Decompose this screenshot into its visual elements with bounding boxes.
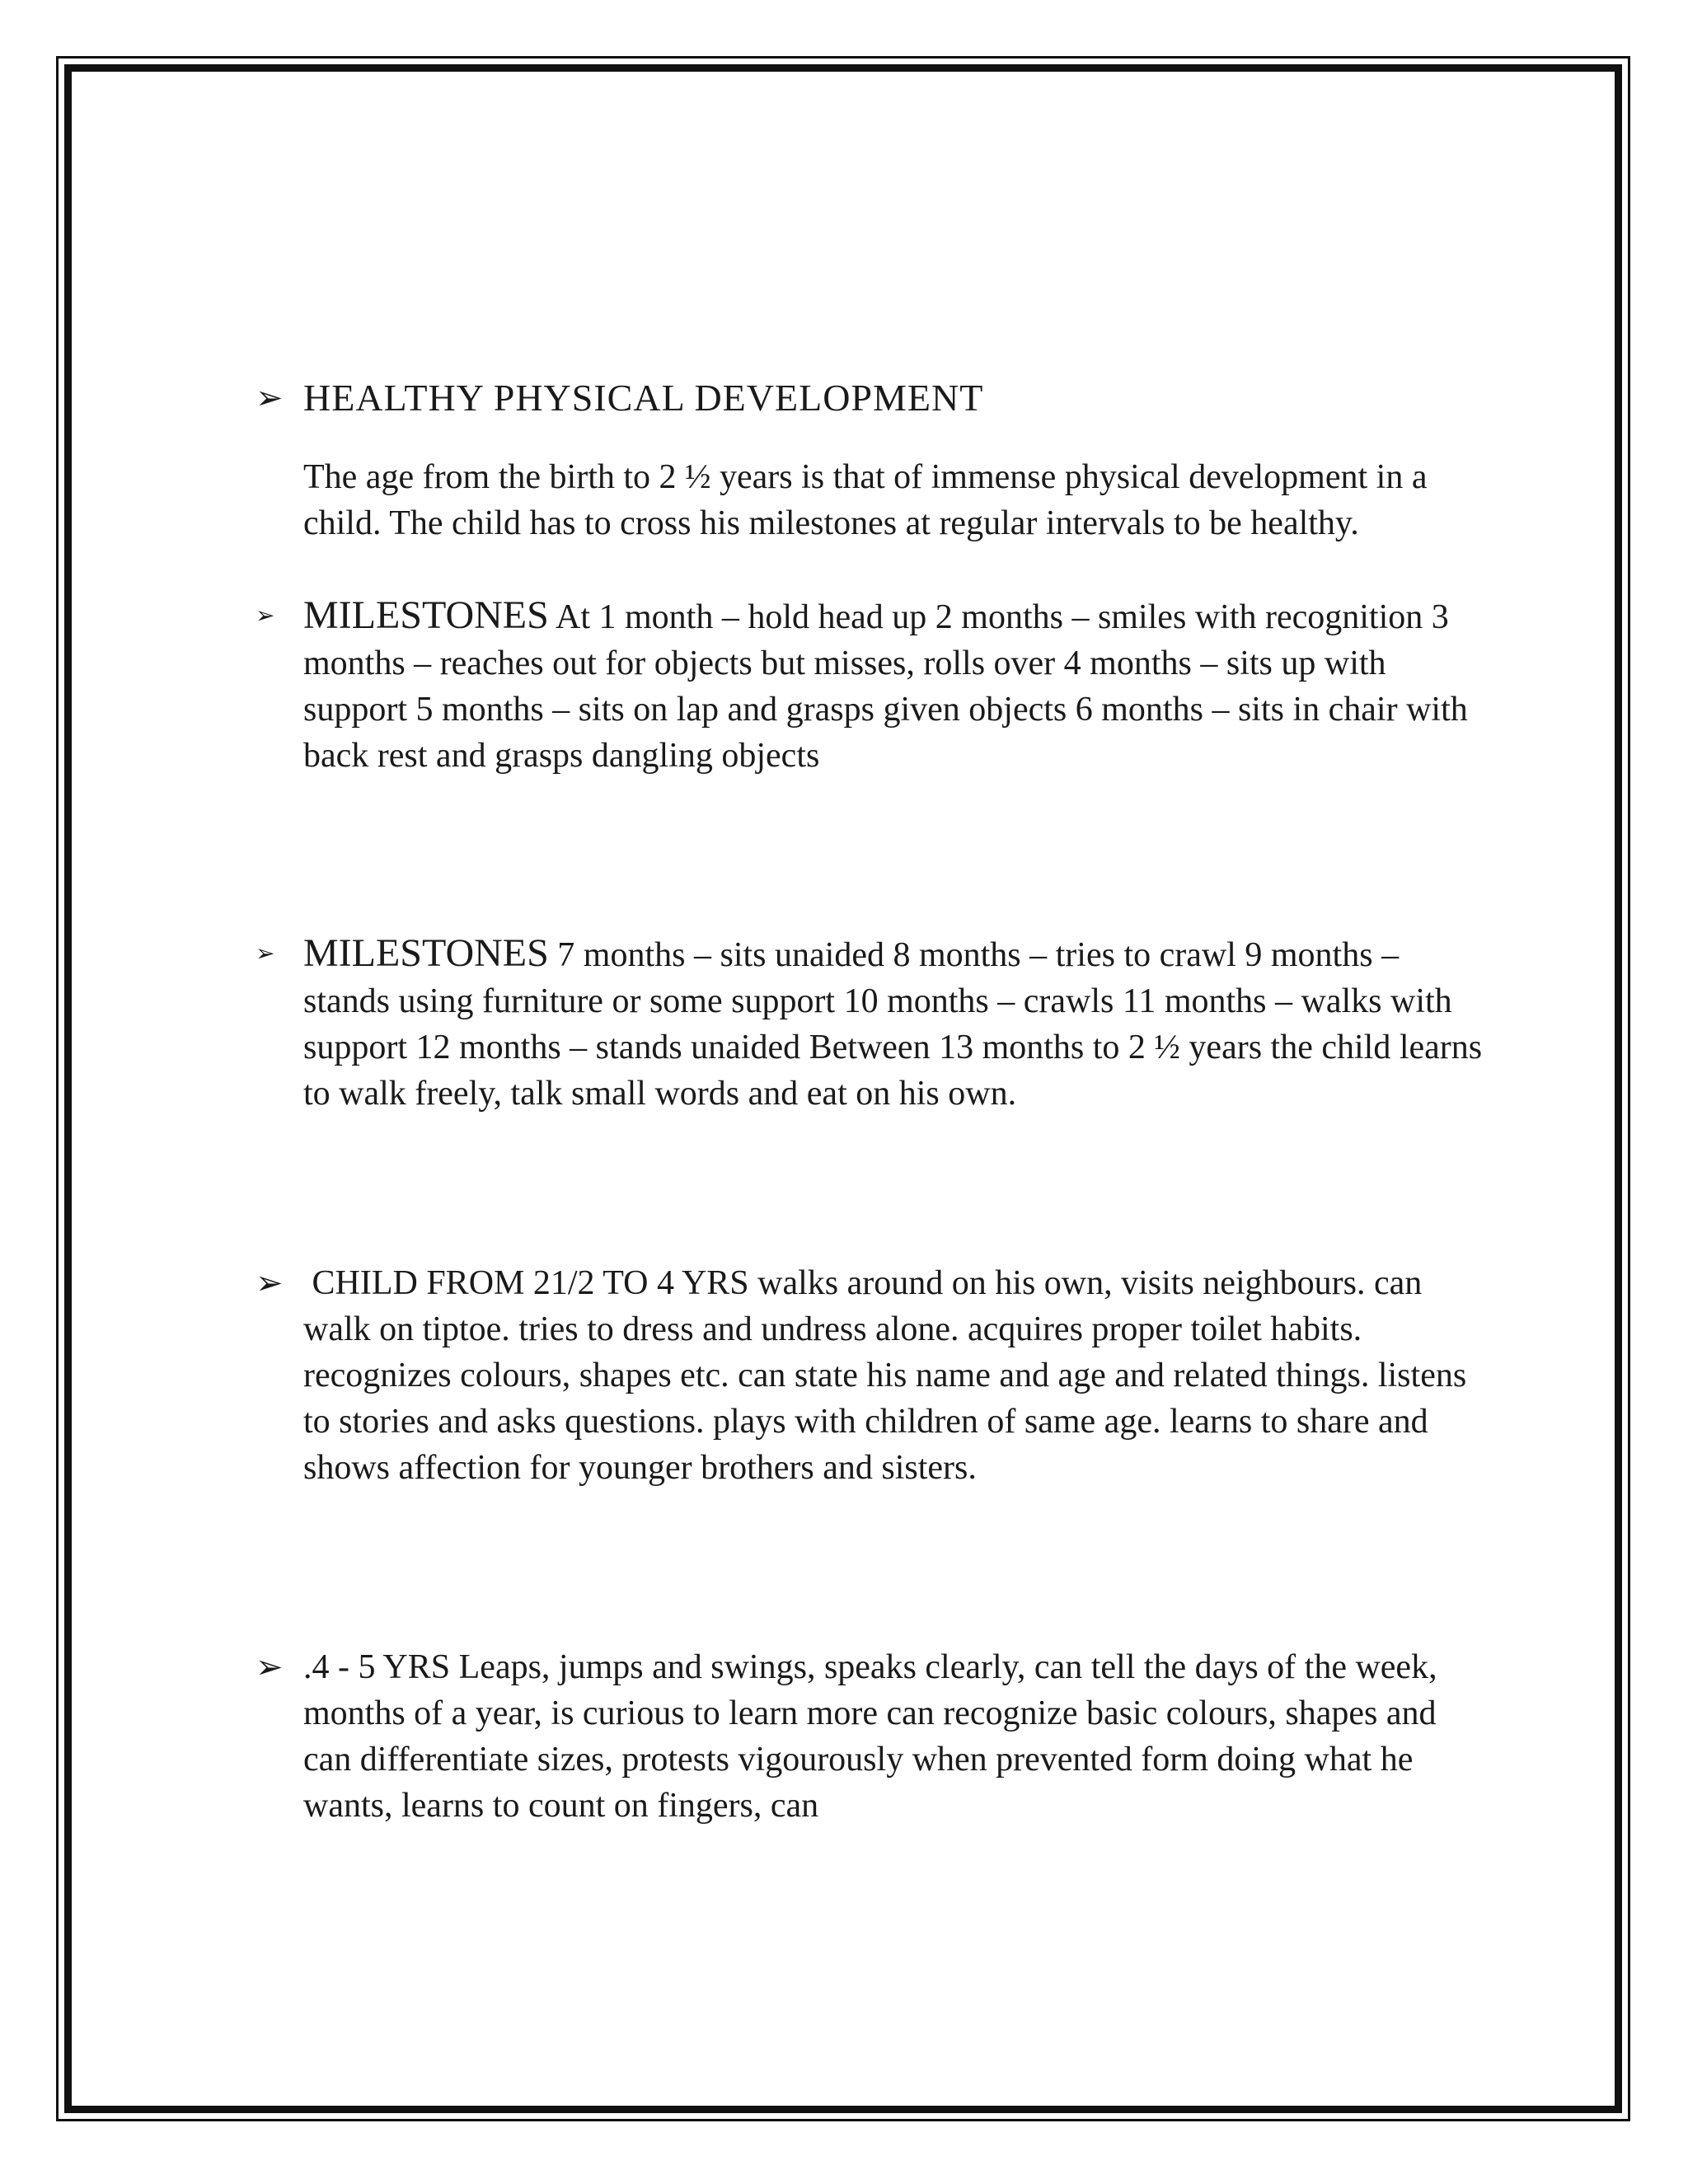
- section-heading: MILESTONES: [303, 593, 549, 637]
- section-paragraph: [303, 593, 1492, 779]
- document-body: [256, 375, 1492, 1829]
- section-body: Leaps, jumps and swings, speaks clearly, can tell the days of the week, months of a year, is curious to learn more can recognize basic colours, shapes and can differentiate sizes, protests vigourously when prevented form doing what he wants, learns to count on fingers, can: [303, 1648, 1437, 1825]
- section-healthy-physical-development: [256, 375, 1492, 546]
- section-milestones-1: [256, 593, 1492, 779]
- section-body: 7 months – sits unaided 8 months – tries to crawl 9 months – stands using furniture or some support 10 months – crawls 11 months – walks with support 12 months – stands unaided Between 13 months to 2 ½ years the child learns to walk freely, talk small words and eat on his own.: [303, 936, 1483, 1113]
- section-paragraph: [303, 1644, 1492, 1829]
- arrow-bullet-icon: ➢: [256, 379, 284, 417]
- section-body: walks around on his own, visits neighbours. can walk on tiptoe. tries to dress and undress alone. acquires proper toilet habits. recognizes colours, shapes etc. can state his name and age and related things. listens to stories and asks questions. plays with children of same age. learns to share and shows affection for younger brothers and sisters.: [303, 1264, 1467, 1487]
- arrow-bullet-icon: ➢: [256, 940, 275, 967]
- section-heading: CHILD FROM 21/2 TO 4 YRS: [312, 1264, 749, 1302]
- section-paragraph: The age from the birth to 2 ½ years is that of immense physical development in a child. The child has to cross his milestones at regular intervals to be healthy.: [303, 458, 1428, 542]
- section-body: At 1 month – hold head up 2 months – smiles with recognition 3 months – reaches out for objects but misses, rolls over 4 months – sits up with support 5 months – sits on lap and grasps given objects 6 months – sits in chair with back rest and grasps dangling objects: [303, 598, 1468, 775]
- section-child-2-to-4-yrs: [256, 1260, 1492, 1491]
- section-4-to-5-yrs: [256, 1644, 1492, 1829]
- section-heading: .4 - 5 YRS: [303, 1648, 451, 1686]
- arrow-bullet-icon: ➢: [256, 1264, 284, 1302]
- arrow-bullet-icon: ➢: [256, 602, 275, 629]
- section-heading: MILESTONES: [303, 931, 549, 975]
- section-heading: HEALTHY PHYSICAL DEVELOPMENT: [303, 377, 984, 419]
- section-milestones-2: [256, 930, 1492, 1117]
- section-paragraph: [303, 1260, 1492, 1491]
- section-paragraph: [303, 930, 1492, 1117]
- arrow-bullet-icon: ➢: [256, 1648, 284, 1686]
